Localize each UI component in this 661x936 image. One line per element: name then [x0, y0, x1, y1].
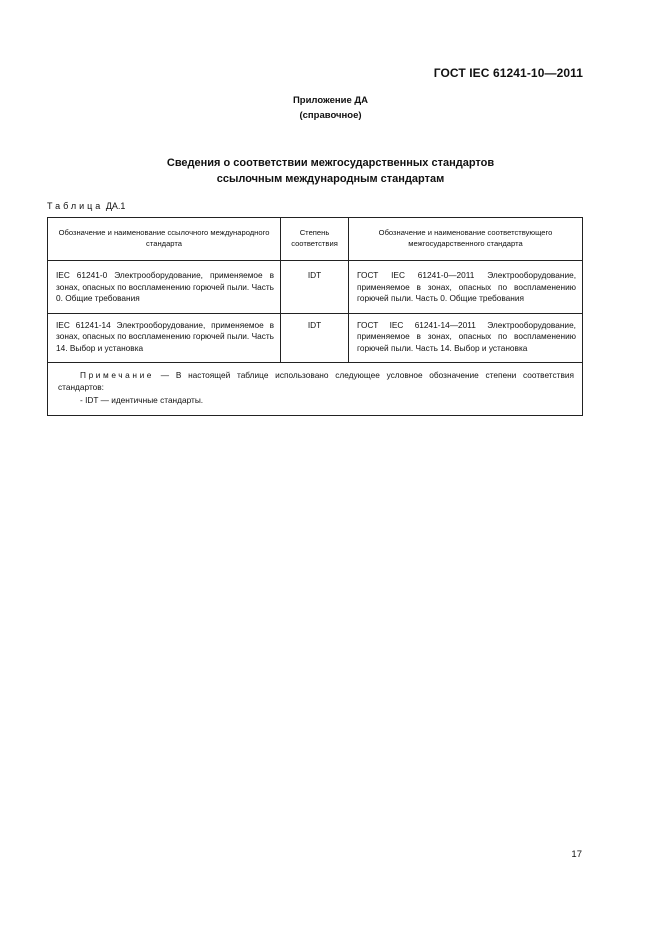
note-item: - IDT — идентичные стандарты. — [80, 395, 204, 405]
appendix-type: (справочное) — [299, 110, 362, 121]
international-standard-cell: IEC 61241-0 Электрооборудование, применяемое в зонах, опасных по воспламенению горючей пыли. Часть 0. Общие требования — [48, 261, 281, 314]
degree-cell: IDT — [281, 313, 349, 363]
table-caption-word: Таблица — [47, 201, 104, 211]
section-title-line-1: Сведения о соответствии межгосударственных стандартов — [166, 157, 495, 169]
table-note-row — [48, 363, 583, 416]
table-caption-number: ДА.1 — [105, 201, 126, 211]
table-header-row — [48, 218, 583, 261]
interstate-standard-cell: ГОСТ IEC 61241-0—2011 Электрооборудование, применяемое в зонах, опасных по воспламенению горючей пыли. Часть 0. Общие требования — [349, 261, 583, 314]
table-row — [48, 313, 583, 363]
note-text — [58, 370, 574, 393]
note-label: Примечание — [80, 370, 155, 380]
degree-cell: IDT — [281, 261, 349, 314]
international-standard-cell: IEC 61241-14 Электрооборудование, применяемое в зонах, опасных по воспламенению горючей пыли. Часть 14. Выбор и установка — [48, 313, 281, 363]
interstate-standard-cell: ГОСТ IEC 61241-14—2011 Электрооборудование, применяемое в зонах, опасных по воспламенению горючей пыли. Часть 14. Выбор и установка — [349, 313, 583, 363]
appendix-title: Приложение ДА — [292, 95, 369, 106]
correspondence-table — [47, 217, 583, 416]
header-degree-of-correspondence: Степень соответствия — [281, 218, 349, 261]
table-caption — [47, 201, 125, 211]
section-title-line-2: ссылочным международным стандартам — [216, 173, 445, 185]
header-international-standard: Обозначение и наименование ссылочного международного стандарта — [48, 218, 281, 261]
table-note — [48, 363, 583, 416]
note-body: — В настоящей таблице использовано следующее условное обозначение степени соответствия стандартов: — [58, 370, 574, 392]
document-standard-code: ГОСТ IEC 61241-10—2011 — [433, 66, 583, 80]
table-row — [48, 261, 583, 314]
page-number: 17 — [571, 849, 582, 860]
header-interstate-standard: Обозначение и наименование соответствующего межгосударственного стандарта — [349, 218, 583, 261]
